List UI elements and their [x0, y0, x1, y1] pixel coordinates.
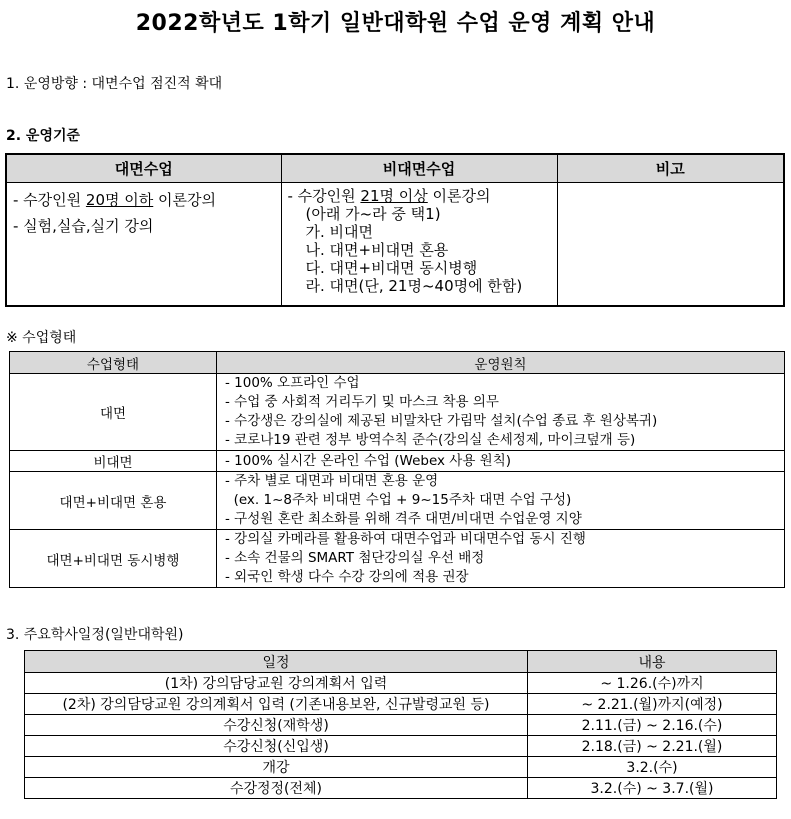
- class-type-heading: ※ 수업형태: [6, 330, 77, 346]
- page-title: 2022학년도 1학기 일반대학원 수업 운영 계획 안내: [135, 11, 656, 36]
- criteria-face-cell: [6, 183, 281, 307]
- table-row: [25, 757, 777, 778]
- criteria-nonface-cell: [281, 183, 557, 307]
- schedule-date: ~ 2.21.(월)까지(예정): [528, 694, 777, 715]
- face-criterion-2: - 실험,실습,실기 강의: [13, 217, 154, 235]
- section-3-heading: 3. 주요학사일정(일반대학원): [6, 627, 184, 643]
- table-row: [10, 530, 785, 588]
- table-row: [25, 673, 777, 694]
- nonface-criterion-1-prefix: - 수강인원: [287, 187, 361, 205]
- nonface-option-a: 가. 비대면: [305, 223, 373, 241]
- principle-line: - 소속 건물의 SMART 첨단강의실 우선 배정: [225, 550, 485, 566]
- schedule-header-date: 내용: [528, 651, 777, 673]
- criteria-header-nonface: 비대면수업: [281, 154, 557, 183]
- face-criterion-1-prefix: - 수강인원: [13, 191, 86, 209]
- principle-line: - 100% 오프라인 수업: [225, 375, 360, 391]
- schedule-table: [24, 650, 777, 799]
- table-row: [25, 736, 777, 757]
- table-row: [10, 374, 785, 451]
- nonface-criterion-1-suffix: 이론강의: [427, 187, 491, 205]
- nonface-option-d: 라. 대면(단, 21명~40명에 한함): [305, 277, 523, 295]
- types-header-principles: 운영원칙: [217, 352, 785, 374]
- principle-line: - 수강생은 강의실에 제공된 비말차단 가림막 설치(수업 종료 후 원상복귀): [225, 413, 658, 429]
- nonface-option-c: 다. 대면+비대면 동시병행: [305, 259, 478, 277]
- principle-line: - 코로나19 관련 정부 방역수칙 준수(강의실 손세정제, 마이크덮개 등): [225, 432, 636, 448]
- schedule-item: (1차) 강의담당교원 강의계획서 입력: [25, 673, 528, 694]
- principle-line: - 구성원 혼란 최소화를 위해 격주 대면/비대면 수업운영 지양: [225, 511, 582, 527]
- section-2-heading: 2. 운영기준: [6, 128, 81, 144]
- nonface-criterion-1-emphasis: 21명 이상: [360, 187, 428, 205]
- schedule-item: 수강신청(신입생): [25, 736, 528, 757]
- criteria-table: [5, 153, 785, 307]
- schedule-header-item: 일정: [25, 651, 528, 673]
- nonface-option-text: (아래 가~라 중 택1): [305, 205, 441, 223]
- schedule-date: 3.2.(수) ~ 3.7.(월): [528, 778, 777, 799]
- type-principles: [217, 472, 785, 530]
- type-name: 대면+비대면 동시병행: [10, 530, 217, 588]
- schedule-date: 2.18.(금) ~ 2.21.(월): [528, 736, 777, 757]
- table-row: [25, 715, 777, 736]
- type-principles: [217, 374, 785, 451]
- principle-line: - 수업 중 사회적 거리두기 및 마스크 착용 의무: [225, 394, 499, 410]
- types-header-type: 수업형태: [10, 352, 217, 374]
- principle-line: - 100% 실시간 온라인 수업 (Webex 사용 원칙): [225, 452, 512, 469]
- schedule-date: 3.2.(수): [528, 757, 777, 778]
- type-name: 대면+비대면 혼용: [10, 472, 217, 530]
- schedule-item: 수강신청(재학생): [25, 715, 528, 736]
- face-criterion-1-suffix: 이론강의: [153, 191, 216, 209]
- nonface-criterion-1: [288, 187, 551, 205]
- face-criterion-1: [13, 191, 275, 209]
- type-name: 비대면: [10, 451, 217, 472]
- face-criterion-1-emphasis: 20명 이하: [85, 191, 154, 209]
- schedule-date: ~ 1.26.(수)까지: [528, 673, 777, 694]
- schedule-item: (2차) 강의담당교원 강의계획서 입력 (기존내용보완, 신규발령교원 등): [25, 694, 528, 715]
- criteria-header-note: 비고: [557, 154, 784, 183]
- type-principles: [217, 530, 785, 588]
- section-1-heading: 1. 운영방향 : 대면수업 점진적 확대: [6, 76, 223, 92]
- schedule-item: 수강정정(전체): [25, 778, 528, 799]
- table-row: [25, 694, 777, 715]
- criteria-note-cell: [557, 183, 784, 307]
- class-types-table: [9, 351, 785, 588]
- principle-line: - 주차 별로 대면과 비대면 혼용 운영: [225, 473, 439, 489]
- table-row: [10, 472, 785, 530]
- type-principles: [217, 451, 785, 472]
- schedule-item: 개강: [25, 757, 528, 778]
- principle-line: (ex. 1~8주차 비대면 수업 + 9~15주차 대면 수업 구성): [225, 492, 572, 508]
- principle-line: - 외국인 학생 다수 수강 강의에 적용 권장: [225, 569, 469, 585]
- criteria-header-face: 대면수업: [6, 154, 281, 183]
- table-row: [25, 778, 777, 799]
- type-name: 대면: [10, 374, 217, 451]
- principle-line: - 강의실 카메라를 활용하여 대면수업과 비대면수업 동시 진행: [225, 531, 586, 547]
- schedule-date: 2.11.(금) ~ 2.16.(수): [528, 715, 777, 736]
- nonface-option-b: 나. 대면+비대면 혼용: [305, 241, 449, 259]
- table-row: [10, 451, 785, 472]
